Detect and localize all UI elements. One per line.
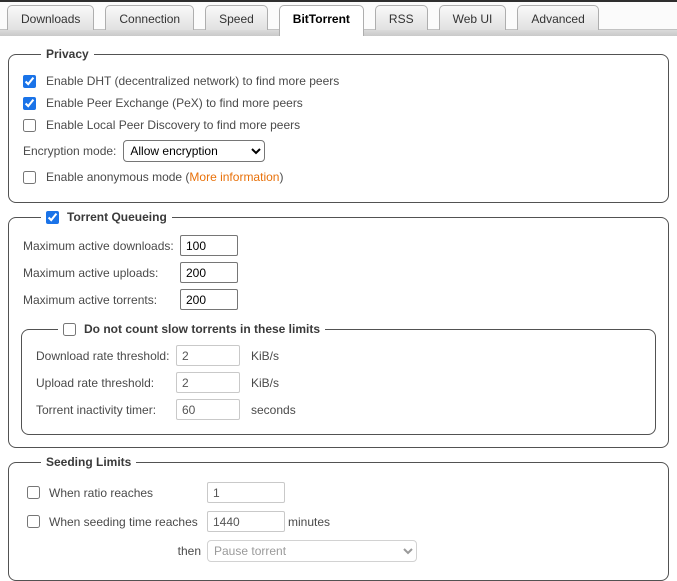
seeding-time-label: When seeding time reaches — [49, 514, 198, 529]
anonymous-mode-label — [46, 170, 283, 184]
encryption-mode-label: Encryption mode: — [23, 144, 117, 158]
enable-dht-row — [23, 74, 656, 88]
tab-speed[interactable]: Speed — [205, 5, 268, 30]
max-active-torrents-label: Maximum active torrents: — [23, 292, 158, 307]
seeding-limits-section — [8, 455, 669, 581]
seeding-limits-legend — [41, 455, 136, 469]
torrent-inactivity-timer-label: Torrent inactivity timer: — [36, 402, 157, 417]
max-active-uploads-input[interactable] — [180, 262, 238, 283]
privacy-title: Privacy — [46, 47, 89, 61]
download-rate-threshold-input[interactable] — [176, 345, 240, 366]
enable-pex-checkbox[interactable] — [23, 97, 36, 110]
torrent-queueing-checkbox[interactable] — [46, 211, 59, 224]
ratio-limit-input[interactable] — [207, 482, 285, 503]
enable-dht-checkbox[interactable] — [23, 75, 36, 88]
enable-lpd-row — [23, 118, 656, 132]
ratio-limit-label: When ratio reaches — [49, 485, 154, 500]
settings-tab-bar — [0, 0, 677, 36]
torrent-queueing-section — [8, 210, 669, 448]
enable-lpd-label: Enable Local Peer Discovery to find more peers — [46, 118, 301, 132]
tab-connection[interactable]: Connection — [105, 5, 194, 30]
torrent-queueing-title: Torrent Queueing — [67, 210, 167, 224]
then-action-row — [27, 540, 656, 562]
torrent-inactivity-timer-unit: seconds — [251, 402, 296, 417]
encryption-mode-row — [23, 140, 656, 162]
torrent-inactivity-timer-row — [36, 399, 643, 420]
upload-rate-threshold-row — [36, 372, 643, 393]
slow-torrents-title: Do not count slow torrents in these limits — [84, 322, 321, 336]
upload-rate-threshold-unit: KiB/s — [251, 375, 280, 390]
max-active-downloads-row — [23, 235, 656, 256]
max-active-torrents-row — [23, 289, 656, 310]
anonymous-mode-label-prefix: Enable anonymous mode ( — [46, 170, 190, 184]
download-rate-threshold-unit: KiB/s — [251, 348, 280, 363]
max-active-uploads-label: Maximum active uploads: — [23, 265, 159, 280]
ratio-limit-row — [27, 482, 656, 503]
privacy-section — [8, 47, 669, 203]
torrent-queueing-legend — [41, 210, 172, 224]
anonymous-mode-row — [23, 170, 656, 184]
seeding-time-unit: minutes — [288, 514, 331, 529]
slow-torrents-legend — [58, 322, 325, 336]
then-action-select[interactable] — [207, 540, 417, 562]
torrent-inactivity-timer-input[interactable] — [176, 399, 240, 420]
seeding-limits-title: Seeding Limits — [46, 455, 132, 469]
download-rate-threshold-row — [36, 345, 643, 366]
tab-downloads[interactable]: Downloads — [7, 5, 94, 30]
enable-pex-row — [23, 96, 656, 110]
upload-rate-threshold-input[interactable] — [176, 372, 240, 393]
tab-bittorrent[interactable]: BitTorrent — [279, 5, 364, 36]
anonymous-mode-label-suffix: ) — [279, 170, 284, 184]
enable-lpd-checkbox[interactable] — [23, 119, 36, 132]
anonymous-mode-checkbox[interactable] — [23, 171, 36, 184]
more-information-link[interactable]: More information — [189, 170, 280, 184]
max-active-downloads-label: Maximum active downloads: — [23, 238, 174, 253]
download-rate-threshold-label: Download rate threshold: — [36, 348, 170, 363]
ratio-limit-checkbox[interactable] — [27, 486, 40, 499]
slow-torrents-checkbox[interactable] — [63, 323, 76, 336]
enable-pex-label: Enable Peer Exchange (PeX) to find more peers — [46, 96, 303, 110]
encryption-mode-select[interactable] — [123, 140, 265, 162]
max-active-uploads-row — [23, 262, 656, 283]
tab-rss[interactable]: RSS — [375, 5, 428, 30]
privacy-legend — [41, 47, 94, 61]
tab-advanced[interactable]: Advanced — [517, 5, 598, 30]
bittorrent-settings-panel — [0, 36, 677, 581]
upload-rate-threshold-label: Upload rate threshold: — [36, 375, 155, 390]
max-active-torrents-input[interactable] — [180, 289, 238, 310]
max-active-downloads-input[interactable] — [180, 235, 238, 256]
slow-torrents-section — [21, 322, 656, 435]
then-label: then — [177, 544, 201, 558]
enable-dht-label: Enable DHT (decentralized network) to find more peers — [46, 74, 340, 88]
tab-webui[interactable]: Web UI — [439, 5, 507, 30]
